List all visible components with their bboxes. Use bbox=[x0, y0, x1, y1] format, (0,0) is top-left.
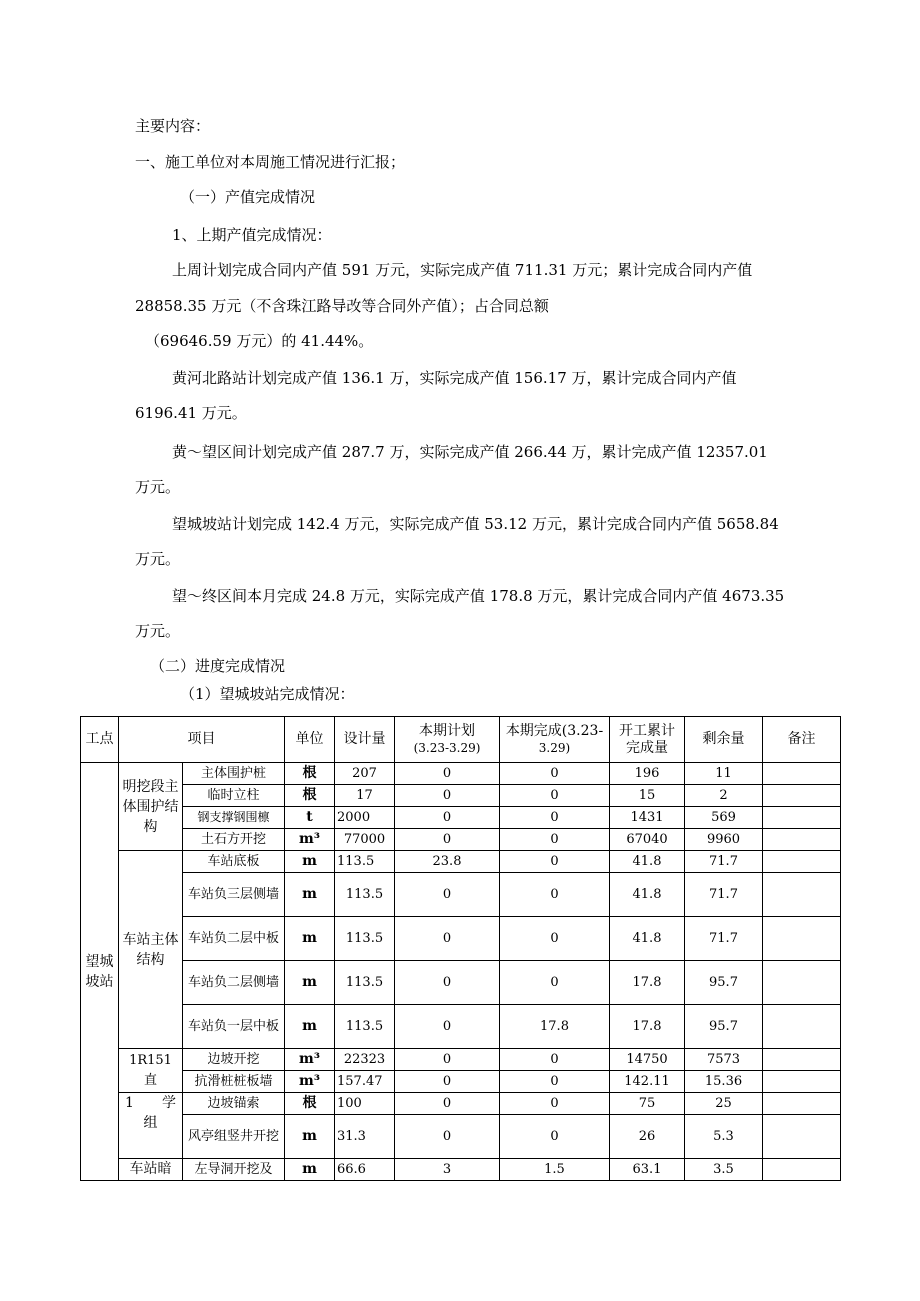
unit-cell: m bbox=[285, 961, 335, 1005]
plan-cell: 0 bbox=[395, 917, 500, 961]
cumulative-cell: 142.11 bbox=[610, 1071, 685, 1093]
plan-cell: 0 bbox=[395, 1115, 500, 1159]
design-cell: 113.5 bbox=[335, 1005, 395, 1049]
plan-cell: 0 bbox=[395, 807, 500, 829]
item-cell: 临时立柱 bbox=[183, 785, 285, 807]
done-cell: 0 bbox=[500, 1115, 610, 1159]
note-cell bbox=[763, 851, 841, 873]
table-row bbox=[81, 1115, 841, 1159]
table-row bbox=[81, 1049, 841, 1071]
cumulative-cell: 17.8 bbox=[610, 1005, 685, 1049]
done-cell: 0 bbox=[500, 873, 610, 917]
note-cell bbox=[763, 1115, 841, 1159]
cumulative-cell: 26 bbox=[610, 1115, 685, 1159]
item-cell: 土石方开挖 bbox=[183, 829, 285, 851]
table-row bbox=[81, 961, 841, 1005]
design-cell: 157.47 bbox=[335, 1071, 395, 1093]
plan-cell: 0 bbox=[395, 1071, 500, 1093]
table-row bbox=[81, 1159, 841, 1181]
remaining-cell: 5.3 bbox=[685, 1115, 763, 1159]
note-cell bbox=[763, 785, 841, 807]
done-cell: 0 bbox=[500, 917, 610, 961]
subsection-progress: （二）进度完成情况 bbox=[150, 657, 286, 675]
remaining-cell: 71.7 bbox=[685, 851, 763, 873]
header-site: 工点 bbox=[81, 717, 119, 763]
unit-cell: 根 bbox=[285, 1093, 335, 1115]
cumulative-cell: 1431 bbox=[610, 807, 685, 829]
design-cell: 207 bbox=[335, 763, 395, 785]
wz-section-line-1: 望～终区间本月完成 24.8 万元，实际完成产值 178.8 万元，累计完成合同内产值 4673.35 bbox=[172, 587, 785, 605]
done-cell: 0 bbox=[500, 785, 610, 807]
unit-cell: m³ bbox=[285, 1071, 335, 1093]
item-cell: 钢支撑钢围檩 bbox=[183, 807, 285, 829]
unit-cell: m bbox=[285, 1005, 335, 1049]
plan-cell: 3 bbox=[395, 1159, 500, 1181]
note-cell bbox=[763, 961, 841, 1005]
cumulative-cell: 63.1 bbox=[610, 1159, 685, 1181]
header-cumulative-line1: 开工累计 bbox=[619, 722, 675, 739]
done-cell: 17.8 bbox=[500, 1005, 610, 1049]
group-cell-1r151-a: 1R151 直 bbox=[119, 1049, 183, 1093]
summary-line-1: 上周计划完成合同内产值 591 万元，实际完成产值 711.31 万元；累计完成合同内产值 bbox=[172, 261, 753, 279]
unit-cell: m bbox=[285, 1159, 335, 1181]
item-cell: 左导洞开挖及 bbox=[183, 1159, 285, 1181]
done-cell: 0 bbox=[500, 961, 610, 1005]
item-cell: 车站负二层中板 bbox=[183, 917, 285, 961]
cumulative-cell: 17.8 bbox=[610, 961, 685, 1005]
note-cell bbox=[763, 1093, 841, 1115]
done-cell: 0 bbox=[500, 1071, 610, 1093]
done-cell: 0 bbox=[500, 763, 610, 785]
table-row bbox=[81, 917, 841, 961]
done-cell: 0 bbox=[500, 807, 610, 829]
remaining-cell: 11 bbox=[685, 763, 763, 785]
note-cell bbox=[763, 763, 841, 785]
unit-cell: 根 bbox=[285, 785, 335, 807]
progress-table bbox=[80, 716, 841, 1181]
header-cumulative bbox=[610, 717, 685, 763]
design-cell: 22323 bbox=[335, 1049, 395, 1071]
done-cell: 1.5 bbox=[500, 1159, 610, 1181]
item-cell: 主体围护桩 bbox=[183, 763, 285, 785]
table-row bbox=[81, 807, 841, 829]
item-last-period-output: 1、上期产值完成情况： bbox=[172, 226, 332, 244]
remaining-cell: 3.5 bbox=[685, 1159, 763, 1181]
done-cell: 0 bbox=[500, 851, 610, 873]
wz-section-line-2: 万元。 bbox=[135, 622, 181, 640]
table-row bbox=[81, 1093, 841, 1115]
cumulative-cell: 75 bbox=[610, 1093, 685, 1115]
note-cell bbox=[763, 1159, 841, 1181]
header-done bbox=[500, 717, 610, 763]
summary-line-3: （69646.59 万元）的 41.44%。 bbox=[145, 332, 374, 350]
remaining-cell: 25 bbox=[685, 1093, 763, 1115]
unit-cell: m bbox=[285, 851, 335, 873]
plan-cell: 0 bbox=[395, 873, 500, 917]
note-cell bbox=[763, 873, 841, 917]
table-row bbox=[81, 829, 841, 851]
cumulative-cell: 41.8 bbox=[610, 873, 685, 917]
header-remaining: 剩余量 bbox=[685, 717, 763, 763]
item-cell: 车站底板 bbox=[183, 851, 285, 873]
cumulative-cell: 67040 bbox=[610, 829, 685, 851]
remaining-cell: 9960 bbox=[685, 829, 763, 851]
design-cell: 113.5 bbox=[335, 961, 395, 1005]
table-row bbox=[81, 1071, 841, 1093]
design-cell: 113.5 bbox=[335, 873, 395, 917]
unit-cell: m³ bbox=[285, 829, 335, 851]
hhbl-station-line-2: 6196.41 万元。 bbox=[135, 404, 247, 422]
progress-table-wrapper bbox=[80, 716, 840, 1181]
remaining-cell: 569 bbox=[685, 807, 763, 829]
item-cell: 抗滑桩桩板墙 bbox=[183, 1071, 285, 1093]
plan-cell: 0 bbox=[395, 1093, 500, 1115]
unit-cell: t bbox=[285, 807, 335, 829]
group-cell-retaining: 明挖段主体围护结构 bbox=[119, 763, 183, 851]
remaining-cell: 2 bbox=[685, 785, 763, 807]
header-plan-dates: (3.23-3.29) bbox=[413, 740, 481, 755]
remaining-cell: 15.36 bbox=[685, 1071, 763, 1093]
item-cell: 边坡锚索 bbox=[183, 1093, 285, 1115]
summary-line-2: 28858.35 万元（不含珠江路导改等合同外产值）；占合同总额 bbox=[135, 297, 549, 315]
header-note: 备注 bbox=[763, 717, 841, 763]
table-row bbox=[81, 851, 841, 873]
wcp-station-line-1: 望城坡站计划完成 142.4 万元，实际完成产值 53.12 万元，累计完成合同内产值 5658.84 bbox=[172, 515, 779, 533]
plan-cell: 0 bbox=[395, 785, 500, 807]
item-cell: 车站负二层侧墙 bbox=[183, 961, 285, 1005]
remaining-cell: 71.7 bbox=[685, 873, 763, 917]
table-row bbox=[81, 763, 841, 785]
unit-cell: m bbox=[285, 873, 335, 917]
header-cumulative-line2: 完成量 bbox=[626, 739, 668, 756]
header-item: 项目 bbox=[119, 717, 285, 763]
remaining-cell: 7573 bbox=[685, 1049, 763, 1071]
table-row bbox=[81, 785, 841, 807]
group-label-line-1: 1 学 bbox=[125, 1095, 176, 1111]
unit-cell: m bbox=[285, 917, 335, 961]
item-cell: 车站负一层中板 bbox=[183, 1005, 285, 1049]
note-cell bbox=[763, 1071, 841, 1093]
header-done-title: 本期完成(3.23- bbox=[505, 722, 604, 739]
done-cell: 0 bbox=[500, 1093, 610, 1115]
plan-cell: 23.8 bbox=[395, 851, 500, 873]
cumulative-cell: 41.8 bbox=[610, 917, 685, 961]
plan-cell: 0 bbox=[395, 961, 500, 1005]
group-cell-main-structure: 车站主体结构 bbox=[119, 851, 183, 1049]
main-content-heading: 主要内容： bbox=[135, 117, 211, 135]
design-cell: 66.6 bbox=[335, 1159, 395, 1181]
plan-cell: 0 bbox=[395, 1049, 500, 1071]
done-cell: 0 bbox=[500, 829, 610, 851]
design-cell: 31.3 bbox=[335, 1115, 395, 1159]
table-header-row bbox=[81, 717, 841, 763]
remaining-cell: 71.7 bbox=[685, 917, 763, 961]
cumulative-cell: 196 bbox=[610, 763, 685, 785]
note-cell bbox=[763, 1049, 841, 1071]
group-cell-tunnel: 车站暗 bbox=[119, 1159, 183, 1181]
note-cell bbox=[763, 917, 841, 961]
hw-section-line-2: 万元。 bbox=[135, 478, 181, 496]
hhbl-station-line-1: 黄河北路站计划完成产值 136.1 万，实际完成产值 156.17 万，累计完成合同内产值 bbox=[172, 369, 737, 387]
item-cell: 边坡开挖 bbox=[183, 1049, 285, 1071]
cumulative-cell: 14750 bbox=[610, 1049, 685, 1071]
wcp-station-line-2: 万元。 bbox=[135, 550, 181, 568]
unit-cell: m bbox=[285, 1115, 335, 1159]
plan-cell: 0 bbox=[395, 1005, 500, 1049]
note-cell bbox=[763, 807, 841, 829]
design-cell: 100 bbox=[335, 1093, 395, 1115]
design-cell: 113.5 bbox=[335, 917, 395, 961]
design-cell: 77000 bbox=[335, 829, 395, 851]
item-cell: 风亭组竖井开挖 bbox=[183, 1115, 285, 1159]
header-design: 设计量 bbox=[335, 717, 395, 763]
header-done-dates: 3.29) bbox=[538, 740, 571, 755]
section-heading-1: 一、施工单位对本周施工情况进行汇报； bbox=[135, 153, 406, 171]
group-label-line-2: 组 bbox=[143, 1115, 158, 1131]
design-cell: 113.5 bbox=[335, 851, 395, 873]
unit-cell: m³ bbox=[285, 1049, 335, 1071]
subsection-output-value: （一）产值完成情况 bbox=[180, 188, 316, 206]
header-plan-title: 本期计划 bbox=[419, 722, 475, 739]
header-unit: 单位 bbox=[285, 717, 335, 763]
design-cell: 17 bbox=[335, 785, 395, 807]
cumulative-cell: 41.8 bbox=[610, 851, 685, 873]
table-row bbox=[81, 873, 841, 917]
group-cell-1r151-b bbox=[119, 1093, 183, 1159]
note-cell bbox=[763, 1005, 841, 1049]
item-wcp-progress: （1）望城坡站完成情况： bbox=[180, 685, 355, 703]
cumulative-cell: 15 bbox=[610, 785, 685, 807]
done-cell: 0 bbox=[500, 1049, 610, 1071]
plan-cell: 0 bbox=[395, 763, 500, 785]
note-cell bbox=[763, 829, 841, 851]
hw-section-line-1: 黄～望区间计划完成产值 287.7 万，实际完成产值 266.44 万，累计完成产值 12357.01 bbox=[172, 443, 768, 461]
table-row bbox=[81, 1005, 841, 1049]
header-plan bbox=[395, 717, 500, 763]
remaining-cell: 95.7 bbox=[685, 961, 763, 1005]
site-cell: 望城坡站 bbox=[81, 763, 119, 1181]
design-cell: 2000 bbox=[335, 807, 395, 829]
plan-cell: 0 bbox=[395, 829, 500, 851]
item-cell: 车站负三层侧墙 bbox=[183, 873, 285, 917]
unit-cell: 根 bbox=[285, 763, 335, 785]
remaining-cell: 95.7 bbox=[685, 1005, 763, 1049]
